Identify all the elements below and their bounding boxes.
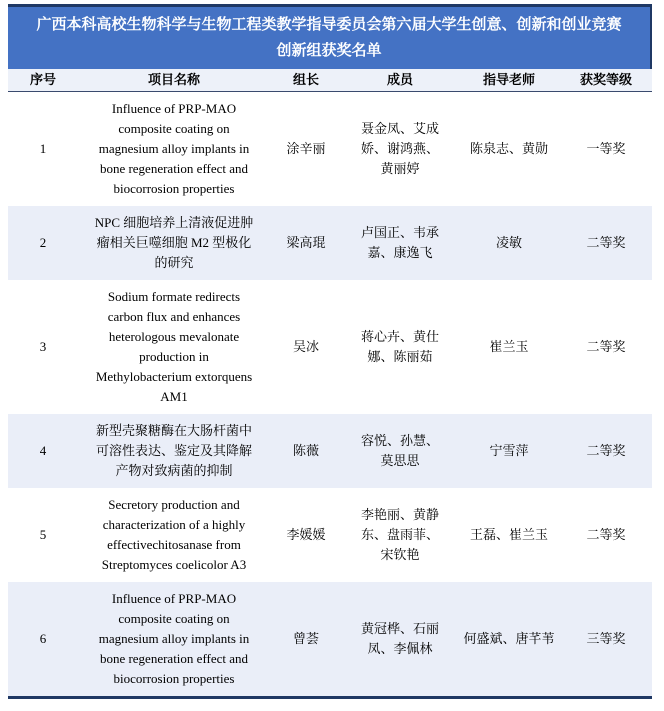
cell-project: Influence of PRP-MAO composite coating on magnesium alloy implants in bone regeneration effect and biocorrosion properties xyxy=(98,591,250,686)
cell-award: 一等奖 xyxy=(586,141,626,156)
cell-members: 黄冠桦、石丽凤、李佩林 xyxy=(360,621,439,656)
cell-leader: 陈薇 xyxy=(292,443,319,458)
title-line-1: 广西本科高校生物科学与生物工程类教学指导委员会第六届大学生创意、创新和创业竞赛 xyxy=(36,16,622,33)
cell-project: NPC 细胞培养上清液促进肿瘤相关巨噬细胞 M2 型极化的研究 xyxy=(94,215,254,270)
cell-project: Secretory production and characterization of a highly effectivechitosanase from Streptomyces coelicolor A3 xyxy=(101,497,247,572)
table-header-row xyxy=(8,69,652,92)
award-table xyxy=(8,69,652,696)
cell-members: 蒋心卉、黄仕娜、陈丽茹 xyxy=(360,329,439,364)
cell-leader: 李媛媛 xyxy=(286,527,326,542)
table-row xyxy=(8,414,652,488)
cell-no: 3 xyxy=(39,339,47,354)
cell-leader: 吴冰 xyxy=(292,339,319,354)
header-advisors: 指导老师 xyxy=(458,69,560,92)
header-leader: 组长 xyxy=(270,69,342,92)
header-members: 成员 xyxy=(342,69,458,92)
cell-leader: 梁高琨 xyxy=(286,235,326,250)
cell-project: 新型壳聚糖酶在大肠杆菌中可溶性表达、鉴定及其降解产物对致病菌的抑制 xyxy=(95,423,252,478)
cell-award: 二等奖 xyxy=(586,339,626,354)
header-award: 获奖等级 xyxy=(560,69,652,92)
title-line-2: 创新组获奖名单 xyxy=(276,42,382,59)
cell-project: Sodium formate redirects carbon flux and enhances heterologous mevalonate production in Methylobacterium extorquens AM1 xyxy=(95,289,253,404)
table-row xyxy=(8,488,652,582)
cell-award: 二等奖 xyxy=(586,527,626,542)
header-project: 项目名称 xyxy=(78,69,270,92)
cell-award: 三等奖 xyxy=(586,631,626,646)
document-title xyxy=(8,7,652,69)
cell-leader: 涂辛丽 xyxy=(286,141,326,156)
table-row xyxy=(8,280,652,414)
cell-members: 容悦、孙慧、莫思思 xyxy=(360,433,439,468)
award-list-document xyxy=(8,4,652,699)
cell-advisors: 何盛斌、唐芊苇 xyxy=(463,631,555,646)
cell-advisors: 陈泉志、黄勋 xyxy=(469,141,548,156)
table-row xyxy=(8,206,652,280)
cell-award: 二等奖 xyxy=(586,443,626,458)
cell-members: 卢国正、韦承嘉、康逸飞 xyxy=(360,225,439,260)
cell-no: 5 xyxy=(39,527,47,542)
cell-project: Influence of PRP-MAO composite coating on magnesium alloy implants in bone regeneration effect and biocorrosion properties xyxy=(98,101,250,196)
cell-no: 1 xyxy=(39,141,47,156)
cell-no: 2 xyxy=(39,235,47,250)
cell-award: 二等奖 xyxy=(586,235,626,250)
cell-leader: 曾荟 xyxy=(292,631,319,646)
cell-no: 4 xyxy=(39,443,47,458)
table-row xyxy=(8,582,652,696)
cell-advisors: 凌敏 xyxy=(495,235,522,250)
header-serial: 序号 xyxy=(8,69,78,92)
cell-no: 6 xyxy=(39,631,47,646)
cell-advisors: 宁雪萍 xyxy=(489,443,529,458)
cell-advisors: 崔兰玉 xyxy=(489,339,529,354)
table-row xyxy=(8,92,652,207)
cell-members: 李艳丽、黄静东、盘雨菲、宋钦艳 xyxy=(360,507,439,562)
cell-advisors: 王磊、崔兰玉 xyxy=(469,527,548,542)
cell-members: 聂金凤、艾成娇、谢鸿燕、黄丽婷 xyxy=(360,121,439,176)
